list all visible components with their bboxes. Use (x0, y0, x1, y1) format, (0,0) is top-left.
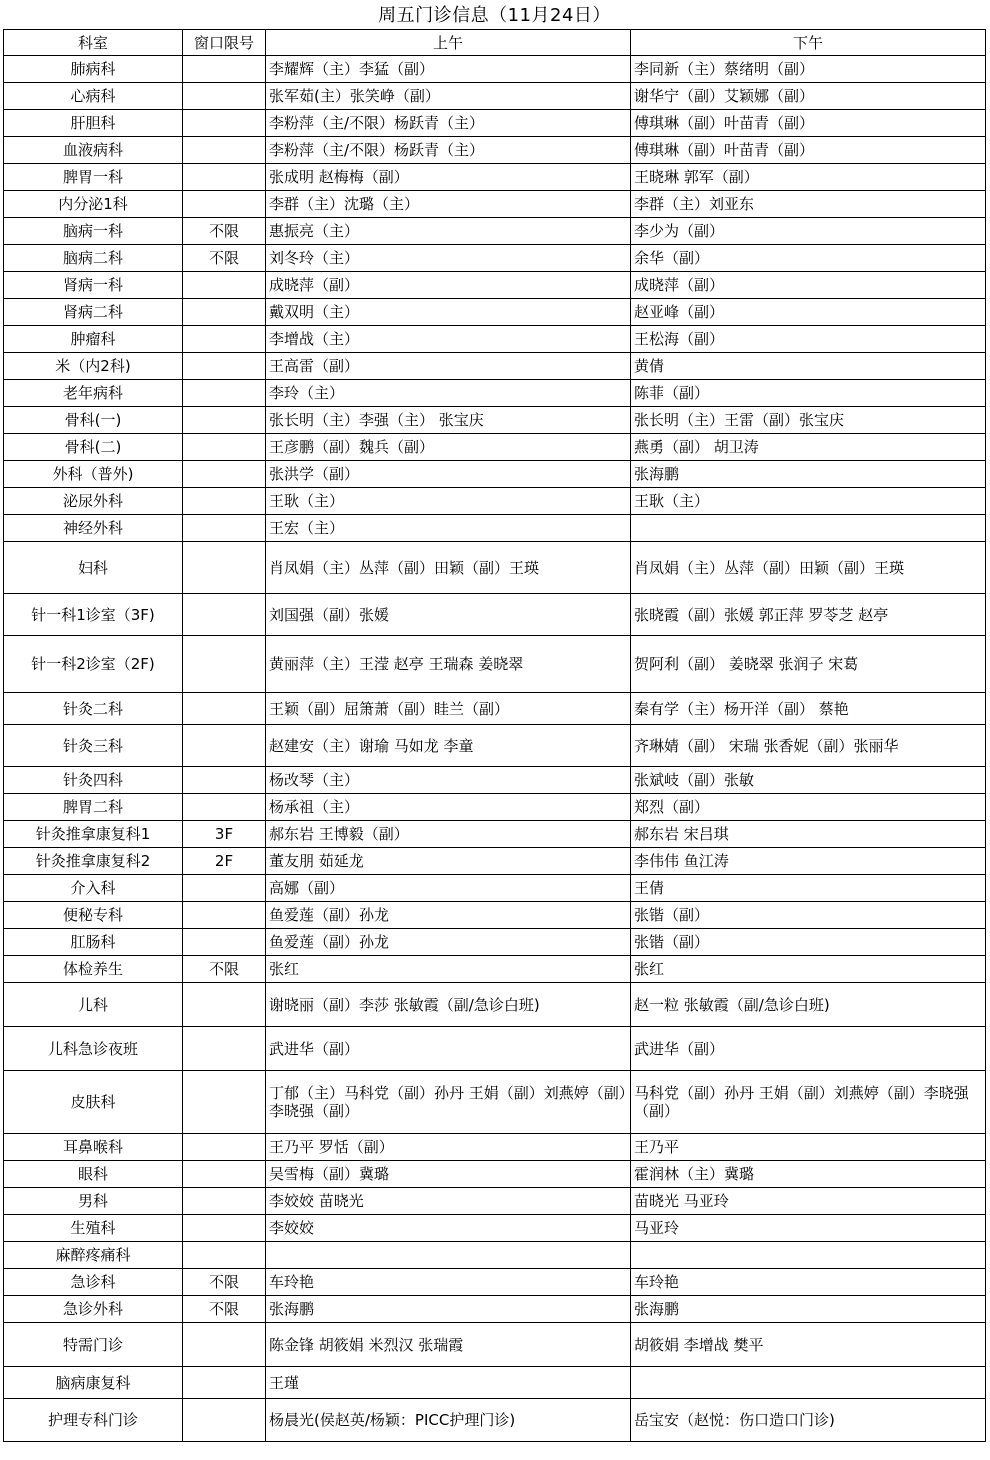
dept-cell[interactable]: 介入科 (4, 875, 183, 902)
pm-cell[interactable]: 李少为（副） (631, 218, 986, 245)
table-row (4, 218, 986, 245)
limit-cell[interactable] (183, 1071, 266, 1134)
pm-cell[interactable]: 郝东岩 宋吕琪 (631, 821, 986, 848)
limit-cell[interactable] (183, 380, 266, 407)
limit-cell[interactable] (183, 1161, 266, 1188)
dept-cell[interactable]: 米（内2科) (4, 353, 183, 380)
table-row (4, 488, 986, 515)
dept-cell[interactable]: 脑病一科 (4, 218, 183, 245)
table-row (4, 191, 986, 218)
dept-cell[interactable]: 麻醉疼痛科 (4, 1242, 183, 1269)
pm-cell[interactable]: 王乃平 (631, 1134, 986, 1161)
table-row (4, 1399, 986, 1442)
dept-cell[interactable]: 肛肠科 (4, 929, 183, 956)
dept-cell[interactable]: 眼科 (4, 1161, 183, 1188)
am-cell[interactable]: 王耿（主） (266, 488, 631, 515)
am-cell[interactable]: 张海鹏 (266, 1296, 631, 1323)
pm-cell[interactable]: 秦有学（主）杨开洋（副） 蔡艳 (631, 693, 986, 725)
table-row (4, 380, 986, 407)
limit-cell[interactable] (183, 299, 266, 326)
dept-cell[interactable]: 妇科 (4, 542, 183, 594)
limit-cell[interactable] (183, 434, 266, 461)
pm-cell[interactable]: 马科党（副）孙丹 王娟（副）刘燕婷（副）李晓强（副） (631, 1071, 986, 1134)
table-row (4, 594, 986, 636)
dept-cell[interactable]: 脾胃二科 (4, 794, 183, 821)
pm-cell[interactable]: 肖凤娟（主）丛萍（副）田颖（副）王瑛 (631, 542, 986, 594)
table-row (4, 407, 986, 434)
limit-cell[interactable] (183, 1027, 266, 1071)
limit-cell[interactable]: 不限 (183, 1269, 266, 1296)
pm-cell[interactable]: 陈菲（副） (631, 380, 986, 407)
am-cell[interactable]: 高娜（副） (266, 875, 631, 902)
dept-cell[interactable]: 男科 (4, 1188, 183, 1215)
am-cell[interactable]: 李耀辉（主）李猛（副） (266, 56, 631, 83)
limit-cell[interactable]: 不限 (183, 1296, 266, 1323)
dept-cell[interactable]: 特需门诊 (4, 1323, 183, 1367)
am-cell[interactable]: 车玲艳 (266, 1269, 631, 1296)
title-row (4, 3, 986, 30)
table-row (4, 245, 986, 272)
dept-cell[interactable]: 肝胆科 (4, 110, 183, 137)
am-cell[interactable]: 王瑾 (266, 1367, 631, 1399)
table-row (4, 875, 986, 902)
am-cell[interactable]: 刘冬玲（主） (266, 245, 631, 272)
limit-cell[interactable] (183, 272, 266, 299)
pm-cell[interactable]: 苗晓光 马亚玲 (631, 1188, 986, 1215)
table-row (4, 956, 986, 983)
dept-cell[interactable]: 针一科1诊室（3F) (4, 594, 183, 636)
limit-cell[interactable] (183, 407, 266, 434)
dept-cell[interactable]: 泌尿外科 (4, 488, 183, 515)
dept-cell[interactable]: 肿瘤科 (4, 326, 183, 353)
limit-cell[interactable] (183, 594, 266, 636)
table-row (4, 725, 986, 767)
header-pm[interactable]: 下午 (631, 30, 986, 56)
dept-cell[interactable]: 肾病一科 (4, 272, 183, 299)
dept-cell[interactable]: 针灸二科 (4, 693, 183, 725)
sheet-title: 周五门诊信息（11月24日） (4, 3, 986, 30)
pm-cell[interactable]: 郑烈（副） (631, 794, 986, 821)
limit-cell[interactable] (183, 1134, 266, 1161)
limit-cell[interactable] (183, 902, 266, 929)
limit-cell[interactable] (183, 1323, 266, 1367)
dept-cell[interactable]: 老年病科 (4, 380, 183, 407)
dept-cell[interactable]: 脾胃一科 (4, 164, 183, 191)
dept-cell[interactable]: 肺病科 (4, 56, 183, 83)
header-row (4, 30, 986, 56)
table-row (4, 821, 986, 848)
dept-cell[interactable]: 骨科(二) (4, 434, 183, 461)
table-row (4, 434, 986, 461)
pm-cell[interactable]: 王倩 (631, 875, 986, 902)
table-row (4, 137, 986, 164)
am-cell[interactable]: 张成明 赵梅梅（副） (266, 164, 631, 191)
limit-cell[interactable] (183, 542, 266, 594)
pm-cell[interactable]: 成晓萍（副） (631, 272, 986, 299)
table-row (4, 461, 986, 488)
pm-cell[interactable] (631, 515, 986, 542)
pm-cell[interactable]: 王松海（副） (631, 326, 986, 353)
dept-cell[interactable]: 皮肤科 (4, 1071, 183, 1134)
am-cell[interactable]: 李玲（主） (266, 380, 631, 407)
am-cell[interactable]: 杨承祖（主） (266, 794, 631, 821)
pm-cell[interactable]: 张斌岐（副）张敏 (631, 767, 986, 794)
limit-cell[interactable] (183, 191, 266, 218)
table-row (4, 326, 986, 353)
am-cell[interactable]: 李姣姣 苗晓光 (266, 1188, 631, 1215)
am-cell[interactable]: 王乃平 罗恬（副） (266, 1134, 631, 1161)
table-row (4, 636, 986, 693)
pm-cell[interactable]: 岳宝安（赵悦：伤口造口门诊) (631, 1399, 986, 1442)
limit-cell[interactable] (183, 164, 266, 191)
table-row (4, 515, 986, 542)
dept-cell[interactable]: 骨科(一) (4, 407, 183, 434)
table-row (4, 83, 986, 110)
table-row (4, 353, 986, 380)
header-am[interactable]: 上午 (266, 30, 631, 56)
table-row (4, 1161, 986, 1188)
limit-cell[interactable] (183, 515, 266, 542)
table-row (4, 164, 986, 191)
limit-cell[interactable]: 不限 (183, 245, 266, 272)
limit-cell[interactable] (183, 1242, 266, 1269)
dept-cell[interactable]: 急诊外科 (4, 1296, 183, 1323)
pm-cell[interactable]: 赵亚峰（副） (631, 299, 986, 326)
pm-cell[interactable]: 燕勇（副） 胡卫涛 (631, 434, 986, 461)
limit-cell[interactable]: 2F (183, 848, 266, 875)
dept-cell[interactable]: 儿科 (4, 983, 183, 1027)
am-cell[interactable]: 郝东岩 王博毅（副） (266, 821, 631, 848)
am-cell[interactable]: 张红 (266, 956, 631, 983)
am-cell[interactable]: 杨改琴（主） (266, 767, 631, 794)
dept-cell[interactable]: 耳鼻喉科 (4, 1134, 183, 1161)
dept-cell[interactable]: 儿科急诊夜班 (4, 1027, 183, 1071)
table-row (4, 767, 986, 794)
am-cell[interactable]: 谢晓丽（副）李莎 张敏霞（副/急诊白班) (266, 983, 631, 1027)
am-cell[interactable]: 李粉萍（主/不限）杨跃青（主） (266, 137, 631, 164)
limit-cell[interactable] (183, 693, 266, 725)
limit-cell[interactable] (183, 767, 266, 794)
table-row (4, 693, 986, 725)
am-cell[interactable]: 李增战（主） (266, 326, 631, 353)
limit-cell[interactable]: 不限 (183, 218, 266, 245)
pm-cell[interactable]: 贺阿利（副） 姜晓翠 张润子 宋葛 (631, 636, 986, 693)
dept-cell[interactable]: 针一科2诊室（2F) (4, 636, 183, 693)
pm-cell[interactable]: 霍润林（主）冀璐 (631, 1161, 986, 1188)
am-cell[interactable]: 董友朋 茹延龙 (266, 848, 631, 875)
dept-cell[interactable]: 外科（普外) (4, 461, 183, 488)
am-cell[interactable]: 王高雷（副） (266, 353, 631, 380)
dept-cell[interactable]: 内分泌1科 (4, 191, 183, 218)
limit-cell[interactable] (183, 137, 266, 164)
limit-cell[interactable] (183, 794, 266, 821)
table-row (4, 902, 986, 929)
table-row (4, 1269, 986, 1296)
pm-cell[interactable]: 李伟伟 鱼江涛 (631, 848, 986, 875)
table-row (4, 1242, 986, 1269)
limit-cell[interactable] (183, 326, 266, 353)
am-cell[interactable]: 王颖（副）屈箫萧（副）眭兰（副） (266, 693, 631, 725)
am-cell[interactable]: 惠振亮（主） (266, 218, 631, 245)
limit-cell[interactable] (183, 875, 266, 902)
dept-cell[interactable]: 肾病二科 (4, 299, 183, 326)
am-cell[interactable] (266, 1242, 631, 1269)
am-cell[interactable]: 刘国强（副）张媛 (266, 594, 631, 636)
pm-cell[interactable]: 张海鹏 (631, 461, 986, 488)
dept-cell[interactable]: 神经外科 (4, 515, 183, 542)
table-row (4, 272, 986, 299)
pm-cell[interactable]: 张长明（主）王雷（副）张宝庆 (631, 407, 986, 434)
pm-cell[interactable]: 王晓琳 郭军（副） (631, 164, 986, 191)
pm-cell[interactable]: 胡筱娟 李增战 樊平 (631, 1323, 986, 1367)
dept-cell[interactable]: 针灸三科 (4, 725, 183, 767)
pm-cell[interactable]: 黄倩 (631, 353, 986, 380)
dept-cell[interactable]: 针灸推拿康复科1 (4, 821, 183, 848)
pm-cell[interactable]: 赵一粒 张敏霞（副/急诊白班) (631, 983, 986, 1027)
limit-cell[interactable] (183, 1399, 266, 1442)
table-row (4, 1367, 986, 1399)
limit-cell[interactable] (183, 110, 266, 137)
am-cell[interactable]: 肖凤娟（主）丛萍（副）田颖（副）王瑛 (266, 542, 631, 594)
am-cell[interactable]: 鱼爱莲（副）孙龙 (266, 902, 631, 929)
am-cell[interactable]: 张军茹(主）张笑峥（副） (266, 83, 631, 110)
am-cell[interactable]: 武进华（副） (266, 1027, 631, 1071)
table-row (4, 1323, 986, 1367)
pm-cell[interactable]: 车玲艳 (631, 1269, 986, 1296)
am-cell[interactable]: 赵建安（主）谢瑜 马如龙 李童 (266, 725, 631, 767)
dept-cell[interactable]: 针灸四科 (4, 767, 183, 794)
table-row (4, 929, 986, 956)
am-cell[interactable]: 王宏（主） (266, 515, 631, 542)
pm-cell[interactable]: 张锴（副） (631, 929, 986, 956)
limit-cell[interactable] (183, 725, 266, 767)
am-cell[interactable]: 李姣姣 (266, 1215, 631, 1242)
limit-cell[interactable] (183, 929, 266, 956)
table-row (4, 1215, 986, 1242)
pm-cell[interactable]: 齐琳婧（副） 宋瑞 张香妮（副）张丽华 (631, 725, 986, 767)
am-cell[interactable]: 陈金锋 胡筱娟 米烈汉 张瑞霞 (266, 1323, 631, 1367)
am-cell[interactable]: 张长明（主）李强（主） 张宝庆 (266, 407, 631, 434)
limit-cell[interactable] (183, 636, 266, 693)
pm-cell[interactable]: 王耿（主） (631, 488, 986, 515)
dept-cell[interactable]: 针灸推拿康复科2 (4, 848, 183, 875)
pm-cell[interactable]: 张海鹏 (631, 1296, 986, 1323)
dept-cell[interactable]: 便秘专科 (4, 902, 183, 929)
pm-cell[interactable] (631, 1242, 986, 1269)
dept-cell[interactable]: 血液病科 (4, 137, 183, 164)
pm-cell[interactable]: 张晓霞（副）张媛 郭正萍 罗苓芝 赵亭 (631, 594, 986, 636)
table-row (4, 299, 986, 326)
pm-cell[interactable] (631, 1367, 986, 1399)
dept-cell[interactable]: 生殖科 (4, 1215, 183, 1242)
am-cell[interactable]: 吴雪梅（副）冀璐 (266, 1161, 631, 1188)
table-row (4, 542, 986, 594)
table-row (4, 1296, 986, 1323)
table-row (4, 110, 986, 137)
table-row (4, 1071, 986, 1134)
am-cell[interactable]: 鱼爱莲（副）孙龙 (266, 929, 631, 956)
table-row (4, 1188, 986, 1215)
schedule-table (3, 3, 986, 1442)
limit-cell[interactable]: 不限 (183, 956, 266, 983)
pm-cell[interactable]: 张红 (631, 956, 986, 983)
pm-cell[interactable]: 李群（主）刘亚东 (631, 191, 986, 218)
am-cell[interactable]: 成晓萍（副） (266, 272, 631, 299)
pm-cell[interactable]: 谢华宁（副）艾颖娜（副） (631, 83, 986, 110)
pm-cell[interactable]: 傅琪琳（副）叶苗青（副） (631, 137, 986, 164)
limit-cell[interactable]: 3F (183, 821, 266, 848)
am-cell[interactable]: 李群（主）沈璐（主） (266, 191, 631, 218)
am-cell[interactable]: 王彦鹏（副）魏兵（副） (266, 434, 631, 461)
pm-cell[interactable]: 马亚玲 (631, 1215, 986, 1242)
am-cell[interactable]: 丁郁（主）马科党（副）孙丹 王娟（副）刘燕婷（副）李晓强（副） (266, 1071, 631, 1134)
pm-cell[interactable]: 武进华（副） (631, 1027, 986, 1071)
header-limit[interactable]: 窗口限号 (183, 30, 266, 56)
am-cell[interactable]: 李粉萍（主/不限）杨跃青（主） (266, 110, 631, 137)
limit-cell[interactable] (183, 83, 266, 110)
am-cell[interactable]: 黄丽萍（主）王滢 赵亭 王瑞森 姜晓翠 (266, 636, 631, 693)
limit-cell[interactable] (183, 1188, 266, 1215)
schedule-sheet (3, 3, 985, 1442)
dept-cell[interactable]: 脑病康复科 (4, 1367, 183, 1399)
table-row (4, 1027, 986, 1071)
table-row (4, 983, 986, 1027)
am-cell[interactable]: 张洪学（副） (266, 461, 631, 488)
limit-cell[interactable] (183, 461, 266, 488)
pm-cell[interactable]: 张锴（副） (631, 902, 986, 929)
limit-cell[interactable] (183, 983, 266, 1027)
limit-cell[interactable] (183, 56, 266, 83)
pm-cell[interactable]: 傅琪琳（副）叶苗青（副） (631, 110, 986, 137)
dept-cell[interactable]: 心病科 (4, 83, 183, 110)
dept-cell[interactable]: 体检养生 (4, 956, 183, 983)
pm-cell[interactable]: 余华（副） (631, 245, 986, 272)
table-row (4, 848, 986, 875)
limit-cell[interactable] (183, 1367, 266, 1399)
pm-cell[interactable]: 李同新（主）蔡绪明（副） (631, 56, 986, 83)
dept-cell[interactable]: 急诊科 (4, 1269, 183, 1296)
table-row (4, 56, 986, 83)
dept-cell[interactable]: 护理专科门诊 (4, 1399, 183, 1442)
limit-cell[interactable] (183, 353, 266, 380)
table-row (4, 1134, 986, 1161)
limit-cell[interactable] (183, 1215, 266, 1242)
table-row (4, 794, 986, 821)
limit-cell[interactable] (183, 488, 266, 515)
dept-cell[interactable]: 脑病二科 (4, 245, 183, 272)
am-cell[interactable]: 杨晨光(侯赵英/杨颖：PICC护理门诊) (266, 1399, 631, 1442)
header-dept[interactable]: 科室 (4, 30, 183, 56)
am-cell[interactable]: 戴双明（主） (266, 299, 631, 326)
